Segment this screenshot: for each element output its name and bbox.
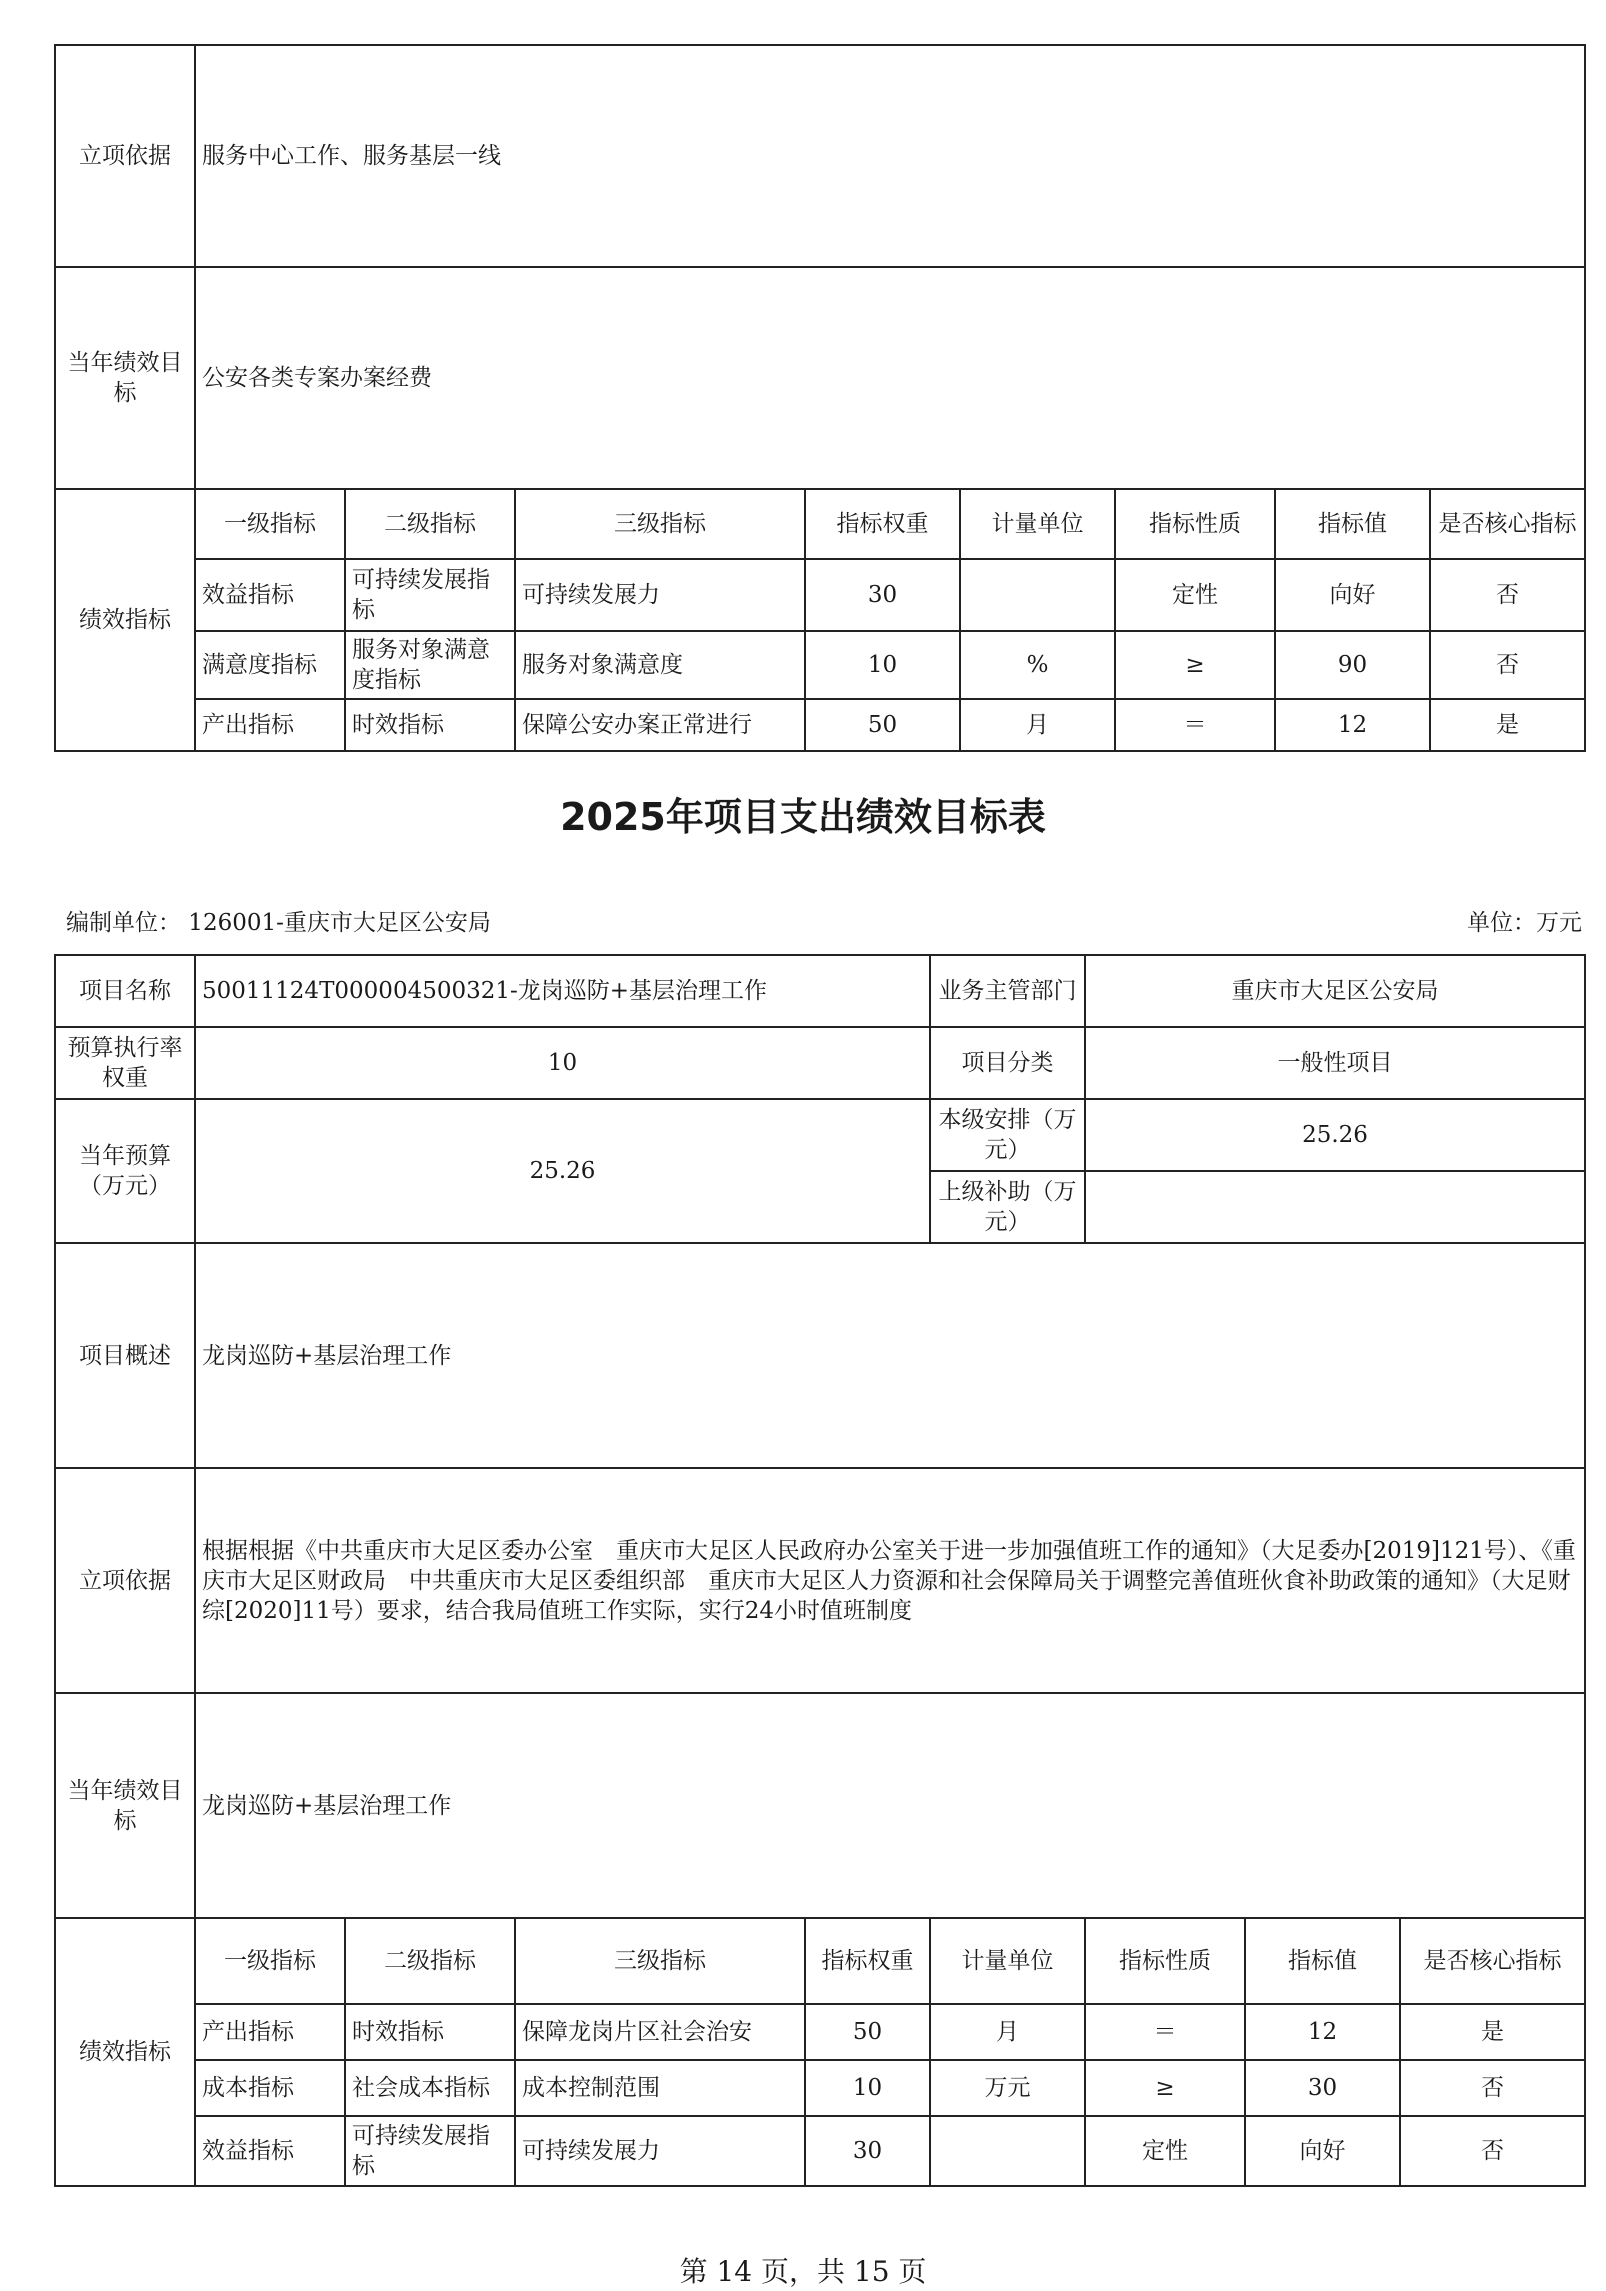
header-cell: 是否核心指标 [1400,1918,1585,2004]
level1-cell: 满意度指标 [195,631,345,699]
weight-cell: 10 [805,631,960,699]
project-basis-label: 立项依据 [55,1468,195,1693]
unit-cell [930,2116,1085,2186]
unit-org-label: 编制单位： 126001-重庆市大足区公安局 [66,910,491,936]
level1-cell: 效益指标 [195,2116,345,2186]
unit-cell: 月 [960,699,1115,751]
header-cell: 一级指标 [195,489,345,559]
category-value: 一般性项目 [1085,1027,1585,1099]
header-cell: 指标值 [1245,1918,1400,2004]
unit-cell [960,559,1115,631]
weight-cell: 50 [805,2004,930,2060]
core-cell: 否 [1430,559,1585,631]
unit-cell: 万元 [930,2060,1085,2116]
header-cell: 二级指标 [345,1918,515,2004]
category-label: 项目分类 [930,1027,1085,1099]
header-cell: 计量单位 [930,1918,1085,2004]
weight-cell: 30 [805,559,960,631]
table-row [55,699,1585,751]
level1-cell: 效益指标 [195,559,345,631]
exec-rate-label: 预算执行率权重 [55,1027,195,1099]
level3-cell: 成本控制范围 [515,2060,805,2116]
level2-cell: 时效指标 [345,699,515,751]
level2-cell: 可持续发展指标 [345,2116,515,2186]
nature-cell: ≥ [1085,2060,1245,2116]
unit-cell: 月 [930,2004,1085,2060]
weight-cell: 30 [805,2116,930,2186]
value-cell: 30 [1245,2060,1400,2116]
table-row [55,2116,1585,2186]
nature-cell: ＝ [1085,2004,1245,2060]
level2-cell: 可持续发展指标 [345,559,515,631]
header-cell: 指标权重 [805,489,960,559]
weight-cell: 10 [805,2060,930,2116]
table-row [55,631,1585,699]
project-goal-value: 龙岗巡防+基层治理工作 [195,1693,1585,1918]
overview-value: 龙岗巡防+基层治理工作 [195,1243,1585,1468]
core-cell: 否 [1430,631,1585,699]
weight-cell: 50 [805,699,960,751]
level3-cell: 保障公安办案正常进行 [515,699,805,751]
exec-rate-value: 10 [195,1027,930,1099]
level1-cell: 成本指标 [195,2060,345,2116]
basis-label: 立项依据 [55,45,195,267]
core-cell: 是 [1400,2004,1585,2060]
header-cell: 指标值 [1275,489,1430,559]
level2-cell: 时效指标 [345,2004,515,2060]
nature-cell: 定性 [1115,559,1275,631]
nature-cell: 定性 [1085,2116,1245,2186]
header-cell: 指标性质 [1115,489,1275,559]
value-cell: 向好 [1245,2116,1400,2186]
budget-value: 25.26 [195,1099,930,1243]
nature-cell: ＝ [1115,699,1275,751]
level3-cell: 保障龙岗片区社会治安 [515,2004,805,2060]
header-cell: 三级指标 [515,489,805,559]
header-cell: 计量单位 [960,489,1115,559]
header-cell: 一级指标 [195,1918,345,2004]
project-performance-table [54,954,1586,2187]
value-cell: 12 [1245,2004,1400,2060]
overview-label: 项目概述 [55,1243,195,1468]
table-row [55,2004,1585,2060]
header-cell: 三级指标 [515,1918,805,2004]
project-indicators-label: 绩效指标 [55,1918,195,2186]
nature-cell: ≥ [1115,631,1275,699]
upper-subsidy-value [1085,1171,1585,1243]
level2-cell: 服务对象满意度指标 [345,631,515,699]
top-performance-table [54,44,1586,752]
basis-value: 服务中心工作、服务基层一线 [195,45,1585,267]
header-cell: 指标权重 [805,1918,930,2004]
goal-value: 公安各类专案办案经费 [195,267,1585,489]
table-row [55,2060,1585,2116]
level1-cell: 产出指标 [195,699,345,751]
level2-cell: 社会成本指标 [345,2060,515,2116]
table-row [55,559,1585,631]
value-cell: 12 [1275,699,1430,751]
level3-cell: 服务对象满意度 [515,631,805,699]
core-cell: 否 [1400,2116,1585,2186]
dept-label: 业务主管部门 [930,955,1085,1027]
page-title: 2025年项目支出绩效目标表 [560,795,1046,839]
unit-cell: % [960,631,1115,699]
project-basis-value: 根据根据《中共重庆市大足区委办公室 重庆市大足区人民政府办公室关于进一步加强值班工作的通知》（大足委办[2019]121号）、《重庆市大足区财政局 中共重庆市大足区委组织部 重庆市大足区人力资源和社会保障局关于调整完善值班伙食补助政策的通知》（大足财综[2020]11号）要求，结合我局值班工作实际，实行24小时值班制度 [195,1468,1585,1693]
core-cell: 是 [1430,699,1585,751]
level3-cell: 可持续发展力 [515,559,805,631]
level3-cell: 可持续发展力 [515,2116,805,2186]
local-funding-label: 本级安排（万元） [930,1099,1085,1171]
budget-label: 当年预算（万元） [55,1099,195,1243]
project-name-label: 项目名称 [55,955,195,1027]
core-cell: 否 [1400,2060,1585,2116]
goal-label: 当年绩效目标 [55,267,195,489]
project-name-value: 50011124T000004500321-龙岗巡防+基层治理工作 [195,955,930,1027]
indicators-label: 绩效指标 [55,489,195,751]
upper-subsidy-label: 上级补助（万元） [930,1171,1085,1243]
header-cell: 指标性质 [1085,1918,1245,2004]
local-funding-value: 25.26 [1085,1099,1585,1171]
header-cell: 二级指标 [345,489,515,559]
level1-cell: 产出指标 [195,2004,345,2060]
dept-value: 重庆市大足区公安局 [1085,955,1585,1027]
header-cell: 是否核心指标 [1430,489,1585,559]
page-number: 第 14 页，共 15 页 [679,2255,927,2288]
currency-unit-label: 单位：万元 [1467,910,1582,936]
value-cell: 向好 [1275,559,1430,631]
project-goal-label: 当年绩效目标 [55,1693,195,1918]
value-cell: 90 [1275,631,1430,699]
